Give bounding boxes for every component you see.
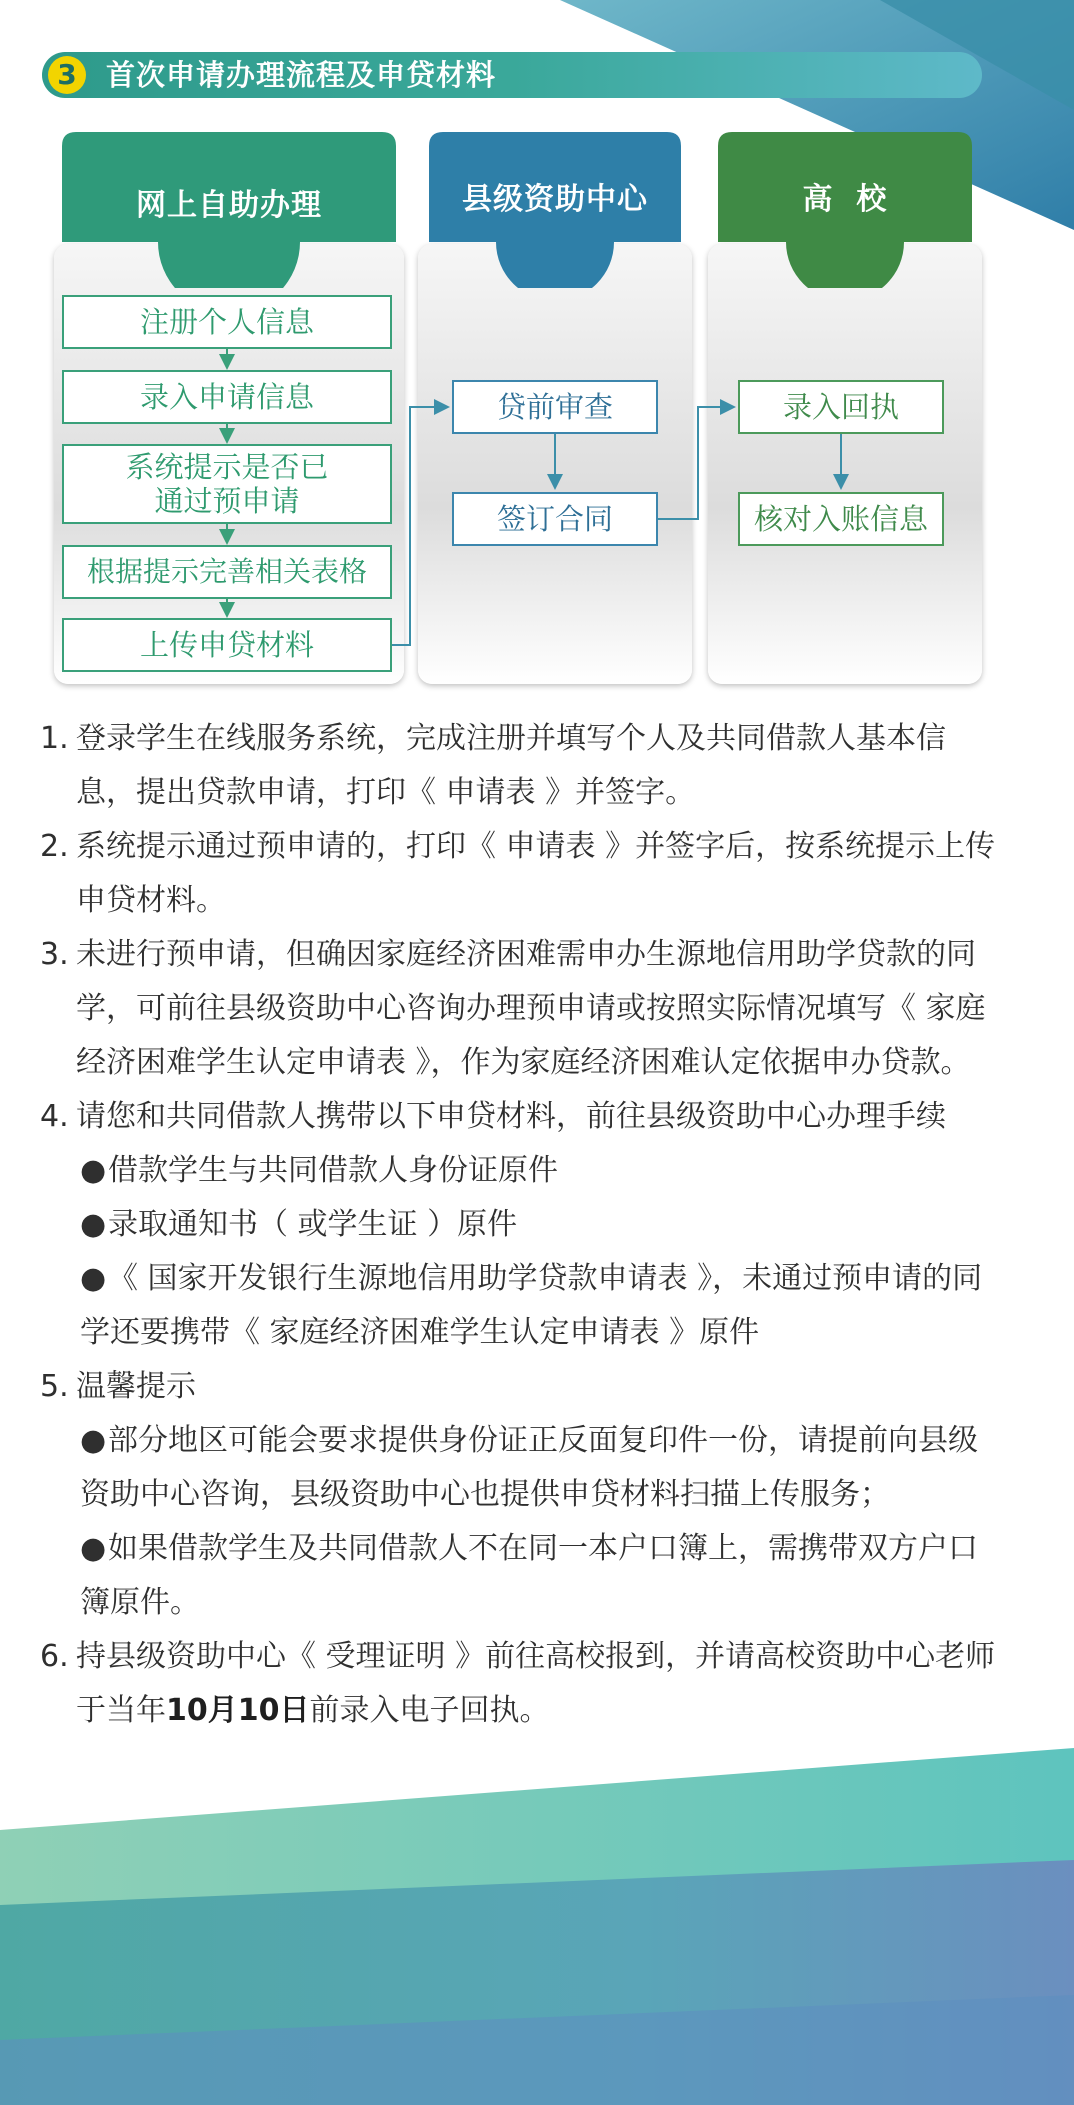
deadline-date: 10月10日 bbox=[166, 1693, 310, 1728]
bullet-item bbox=[40, 1252, 1000, 1360]
item-number: 1. bbox=[40, 721, 69, 756]
item-number: 5. bbox=[40, 1369, 69, 1404]
step-complete-forms: 根据提示完善相关表格 bbox=[62, 545, 392, 599]
item-number: 6. bbox=[40, 1639, 69, 1674]
bullet-text: 如果借款学生及共同借款人不在同一本户口簿上，需携带双方户口簿原件。 bbox=[80, 1531, 978, 1620]
bullet-text: 借款学生与共同借款人身份证原件 bbox=[108, 1153, 558, 1188]
step-upload-materials: 上传申贷材料 bbox=[62, 618, 392, 672]
item-text-part-b: 前录入电子回执。 bbox=[309, 1693, 550, 1728]
bullet-text: 部分地区可能会要求提供身份证正反面复印件一份，请提前向县级资助中心咨询，县级资助中心也提供申贷材料扫描上传服务； bbox=[80, 1423, 978, 1512]
column-university bbox=[708, 244, 982, 684]
list-item bbox=[40, 928, 1000, 1090]
step-pre-application-check bbox=[62, 444, 392, 524]
bullet-text: 《 国家开发银行生源地信用助学贷款申请表 》，未通过预申请的同学还要携带《 家庭经济困难学生认定申请表 》原件 bbox=[80, 1261, 983, 1350]
list-item bbox=[40, 820, 1000, 928]
step-register: 注册个人信息 bbox=[62, 295, 392, 349]
list-item bbox=[40, 1090, 1000, 1144]
bullet-icon: ● bbox=[80, 1207, 107, 1242]
bullet-item bbox=[40, 1414, 1000, 1522]
instruction-list bbox=[40, 712, 1000, 1738]
item-number: 4. bbox=[40, 1099, 69, 1134]
section-title: 首次申请办理流程及申贷材料 bbox=[106, 58, 497, 92]
step-enter-application: 录入申请信息 bbox=[62, 370, 392, 424]
section-number-badge: 3 bbox=[48, 56, 86, 94]
bullet-item bbox=[40, 1144, 1000, 1198]
item-text: 温馨提示 bbox=[76, 1369, 196, 1404]
item-text: 系统提示通过预申请的，打印《 申请表 》并签字后，按系统提示上传申贷材料。 bbox=[76, 829, 996, 918]
bullet-text: 录取通知书（ 或学生证 ）原件 bbox=[108, 1207, 518, 1242]
list-item bbox=[40, 1360, 1000, 1414]
item-text: 请您和共同借款人携带以下申贷材料，前往县级资助中心办理手续 bbox=[76, 1099, 946, 1134]
column-county-title: 县级资助中心 bbox=[462, 182, 648, 217]
list-item bbox=[40, 712, 1000, 820]
bullet-item bbox=[40, 1198, 1000, 1252]
step-sign-contract: 签订合同 bbox=[452, 492, 658, 546]
item-text-part-a: 持县级资助中心《 受理证明 》前往高校报到，并请高校资助中心老师于当年 bbox=[76, 1639, 996, 1728]
column-university-title: 高 校 bbox=[802, 182, 888, 217]
step-pre-application-line1: 系统提示是否已 bbox=[125, 450, 329, 484]
section-header bbox=[42, 52, 982, 98]
bullet-icon: ● bbox=[80, 1423, 107, 1458]
column-online-title: 网上自助办理 bbox=[136, 188, 322, 223]
item-number: 3. bbox=[40, 937, 69, 972]
step-pre-loan-review: 贷前审查 bbox=[452, 380, 658, 434]
item-text bbox=[76, 1630, 1000, 1738]
step-verify-account: 核对入账信息 bbox=[738, 492, 944, 546]
bullet-icon: ● bbox=[80, 1261, 107, 1296]
step-enter-receipt: 录入回执 bbox=[738, 380, 944, 434]
item-text: 登录学生在线服务系统，完成注册并填写个人及共同借款人基本信息，提出贷款申请，打印《 申请表 》并签字。 bbox=[76, 721, 946, 810]
list-item bbox=[40, 1630, 1000, 1738]
column-county bbox=[418, 244, 692, 684]
item-number: 2. bbox=[40, 829, 69, 864]
step-pre-application-line2: 通过预申请 bbox=[154, 484, 300, 518]
item-text: 未进行预申请，但确因家庭经济困难需申办生源地信用助学贷款的同学，可前往县级资助中心咨询办理预申请或按照实际情况填写《 家庭经济困难学生认定申请表 》，作为家庭经济困难认定依据申办贷款。 bbox=[76, 937, 986, 1080]
bullet-item bbox=[40, 1522, 1000, 1630]
bullet-icon: ● bbox=[80, 1531, 107, 1566]
bullet-icon: ● bbox=[80, 1153, 107, 1188]
